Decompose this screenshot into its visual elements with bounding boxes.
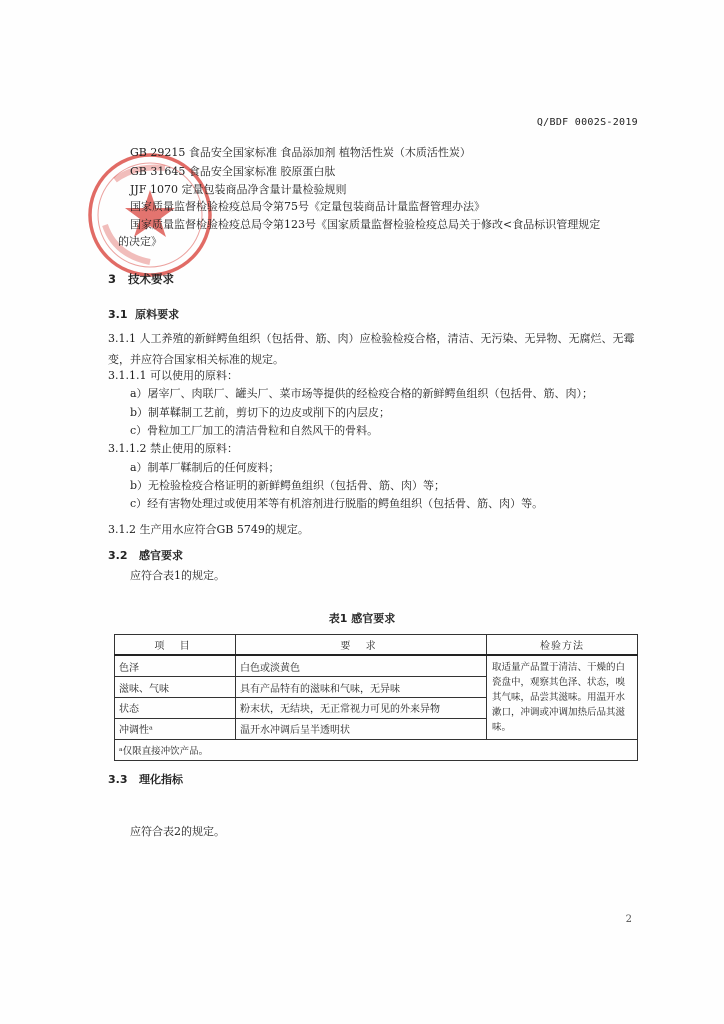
table-footnote: ᵃ仅限直接冲饮产品。 bbox=[115, 740, 638, 761]
document-code: Q/BDF 0002S-2019 bbox=[536, 117, 638, 128]
table-cell-item: 冲调性ᵃ bbox=[115, 718, 236, 739]
table-row bbox=[115, 655, 638, 677]
table-cell-item: 状态 bbox=[115, 698, 236, 719]
table-cell-item: 色泽 bbox=[115, 655, 236, 677]
list-item: a）制革厂鞣制后的任何废料； bbox=[130, 461, 280, 474]
sensory-requirements-table bbox=[114, 634, 638, 761]
reference-line: 国家质量监督检验检疫总局令第123号《国家质量监督检验检疫总局关于修改<食品标识管理规定 bbox=[130, 218, 601, 231]
section-title: 原料要求 bbox=[135, 308, 180, 321]
section-3-1-heading bbox=[108, 306, 179, 322]
section-3-2-heading bbox=[108, 547, 183, 563]
clause-3-1-1-2-title: 3.1.1.2 禁止使用的原料： bbox=[108, 442, 238, 455]
table-cell-requirement: 温开水冲调后呈半透明状 bbox=[236, 718, 487, 739]
table-header: 检验方法 bbox=[487, 635, 638, 656]
clause-3-1-1: 3.1.1 人工养殖的新鲜鳄鱼组织（包括骨、筋、肉）应检验检疫合格，清洁、无污染、无异物、无腐烂、无霉变，并应符合国家相关标准的规定。 bbox=[108, 332, 635, 366]
clause-3-1-1-1-title: 3.1.1.1 可以使用的原料： bbox=[108, 369, 238, 382]
table-header: 项 目 bbox=[115, 635, 236, 656]
section-number: 3.3 bbox=[108, 773, 128, 786]
list-item: c）骨粒加工厂加工的清洁骨粒和自然风干的骨料。 bbox=[130, 424, 379, 437]
section-number: 3.2 bbox=[108, 549, 128, 562]
table-cell-requirement: 具有产品特有的滋味和气味，无异味 bbox=[236, 677, 487, 698]
section-3-heading bbox=[108, 271, 174, 287]
reference-line: GB 31645 食品安全国家标准 胶原蛋白肽 bbox=[130, 165, 336, 178]
reference-line: 国家质量监督检验检疫总局令第75号《定量包装商品计量监督管理办法》 bbox=[130, 200, 485, 213]
table-row bbox=[115, 740, 638, 761]
table-cell-method: 取适量产品置于清洁、干燥的白瓷盘中，观察其色泽、状态，嗅其气味，品尝其滋味。用温开水漱口，冲调或冲调加热后品其滋味。 bbox=[487, 655, 638, 740]
list-item: c）经有害物处理过或使用苯等有机溶剂进行脱脂的鳄鱼组织（包括骨、筋、肉）等。 bbox=[130, 497, 544, 510]
table-1-caption: 表1 感官要求 bbox=[328, 612, 396, 625]
table-cell-item: 滋味、气味 bbox=[115, 677, 236, 698]
table-cell-requirement: 粉末状，无结块，无正常视力可见的外来异物 bbox=[236, 698, 487, 719]
table-cell-requirement: 白色或淡黄色 bbox=[236, 655, 487, 677]
list-item: b）制革鞣制工艺前，剪切下的边皮或削下的内层皮； bbox=[130, 406, 391, 419]
reference-line: 的决定》 bbox=[118, 235, 162, 248]
section-number: 3 bbox=[108, 272, 117, 286]
reference-line: GB 29215 食品安全国家标准 食品添加剂 植物活性炭（木质活性炭） bbox=[130, 146, 471, 159]
section-title: 理化指标 bbox=[139, 773, 183, 786]
table-header: 要 求 bbox=[236, 635, 487, 656]
list-item: a）屠宰厂、肉联厂、罐头厂、菜市场等提供的经检疫合格的新鲜鳄鱼组织（包括骨、筋、肉）； bbox=[130, 387, 594, 400]
list-item: b）无检验检疫合格证明的新鲜鳄鱼组织（包括骨、筋、肉）等； bbox=[130, 479, 446, 492]
section-3-3-heading bbox=[108, 771, 183, 787]
section-number: 3.1 bbox=[108, 308, 128, 321]
page-number: 2 bbox=[625, 914, 632, 925]
section-title: 感官要求 bbox=[139, 549, 183, 562]
section-title: 技术要求 bbox=[128, 272, 175, 286]
clause-3-1-2: 3.1.2 生产用水应符合GB 5749的规定。 bbox=[108, 523, 309, 536]
section-3-3-text: 应符合表2的规定。 bbox=[130, 825, 225, 838]
section-3-2-text: 应符合表1的规定。 bbox=[130, 569, 225, 582]
reference-line: JJF 1070 定量包装商品净含量计量检验规则 bbox=[130, 183, 347, 196]
